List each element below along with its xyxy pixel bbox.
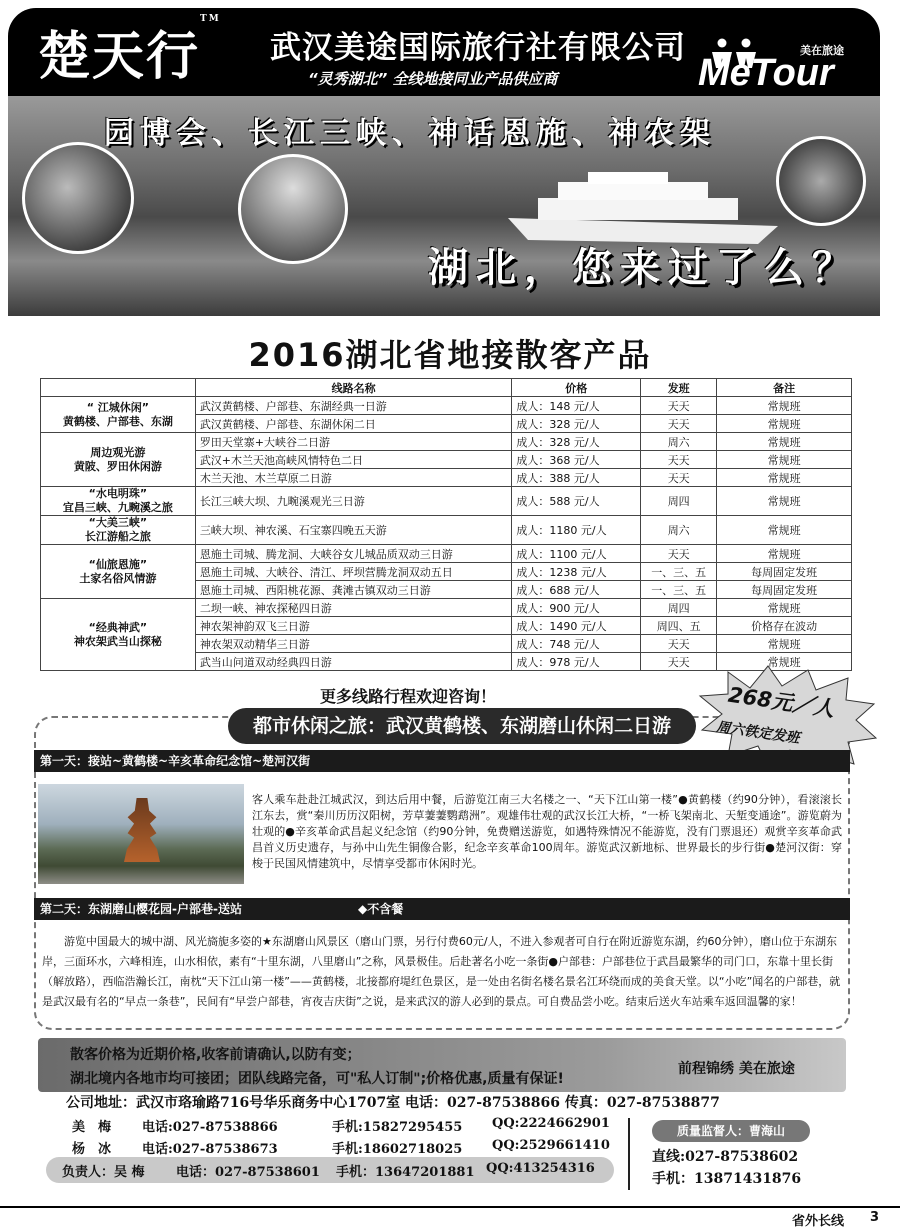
note-cell: 每周固定发班 [717, 563, 852, 581]
departure-cell: 一、三、五 [641, 563, 717, 581]
hero-banner [8, 96, 880, 316]
price-cell: 成人：328 元/人 [512, 433, 641, 451]
note-cell: 每周固定发班 [717, 581, 852, 599]
price-cell: 成人：978 元/人 [512, 653, 641, 671]
category-line: “仙旅恩施” [88, 557, 148, 571]
route-cell: 武汉+木兰天池高峡风情特色二日 [195, 451, 512, 469]
departure-cell: 周四、五 [641, 617, 717, 635]
note-cell: 常规班 [717, 545, 852, 563]
supervisor-mobile: 手机：13871431876 [652, 1171, 802, 1187]
price-cell: 成人：900 元/人 [512, 599, 641, 617]
category-line: 长江游船之旅 [84, 530, 151, 543]
contact-name: 杨 冰 [72, 1142, 112, 1157]
day2-title-bar: 第二天：东湖磨山樱花园-户部巷-送站 [34, 898, 850, 920]
departure-cell: 天天 [641, 653, 717, 671]
pagoda-shape [124, 798, 160, 862]
price-cell: 成人：368 元/人 [512, 451, 641, 469]
category-cell [41, 433, 196, 487]
manager-tel: 电话：027-87538601 [176, 1165, 320, 1180]
note-cell: 常规班 [717, 516, 852, 545]
departure-cell: 天天 [641, 469, 717, 487]
price-cell: 成人：748 元/人 [512, 635, 641, 653]
manager-mobile: 手机：13647201881 [336, 1165, 475, 1180]
footer-divider [0, 1206, 900, 1208]
departure-cell: 一、三、五 [641, 581, 717, 599]
more-routes-text: 更多线路行程欢迎咨询！ [320, 687, 497, 706]
featured-price: 268元／人 [726, 682, 836, 722]
contact-name: 美 梅 [72, 1120, 112, 1135]
table-row [41, 487, 852, 516]
note-cell: 常规班 [717, 599, 852, 617]
category-line: “经典神武” [88, 620, 148, 634]
category-line: 周边观光游 [90, 445, 146, 459]
day1-title-bar: 第一天：接站~黄鹤楼~辛亥革命纪念馆~楚河汉街 [34, 750, 850, 772]
route-cell: 武汉黄鹤楼、户部巷、东湖休闲二日 [195, 415, 512, 433]
mountain-photo-circle [776, 136, 866, 226]
notice-bar [38, 1038, 846, 1092]
company-slogan: “灵秀湖北” 全线地接同业产品供应商 [308, 70, 558, 88]
company-motto: 前程锦绣 美在旅途 [678, 1061, 795, 1077]
note-cell: 常规班 [717, 487, 852, 516]
note-cell: 常规班 [717, 653, 852, 671]
company-name: 武汉美途国际旅行社有限公司 [270, 30, 686, 66]
section-label: 省外长线 [792, 1214, 845, 1229]
route-cell: 武汉黄鹤楼、户部巷、东湖经典一日游 [195, 397, 512, 415]
category-cell [41, 397, 196, 433]
routes-table [40, 378, 852, 671]
price-cell: 成人：1238 元/人 [512, 563, 641, 581]
notice-line-1: 散客价格为近期价格,收客前请确认,以防有变； [70, 1047, 361, 1063]
departure-cell: 周六 [641, 433, 717, 451]
note-cell: 常规班 [717, 469, 852, 487]
departure-cell: 天天 [641, 451, 717, 469]
trademark-mark: TM [200, 14, 221, 24]
note-cell: 常规班 [717, 397, 852, 415]
category-line: “大美三峡” [88, 516, 148, 529]
departure-cell: 周四 [641, 487, 717, 516]
brand-tagline: 美在旅途 [800, 44, 844, 57]
category-line: “ 江城休闲” [86, 400, 150, 414]
contact-tel: 电话:027-87538866 [142, 1120, 278, 1135]
page-number: 3 [870, 1210, 880, 1225]
day2-description: 游览中国最大的城中湖、风光旖旎多姿的★东湖磨山风景区（磨山门票，另行付费60元/人，不进入参观者可自行在附近游览东湖，约60分钟），磨山位于东湖东岸，三面环水，六峰相连，山水相依，素有“十里东湖，八里磨山”之称，风景极佳。后赴著名小吃一条街●户部巷：户部巷位于武昌最繁华的司门口，东靠十里长街（解放路），西临浩瀚长江，南枕“天下江山第一楼”——黄鹤楼，北接都府堤红色景区，是一处由名街名楼名景名江环绕而成的美食天堂。以“小吃”闻名的户部巷，就是武汉最有名的“早点一条巷”，民间有“早尝户部巷，宵夜吉庆街”之说，是来武汉的游人必到的景点。可自费品尝小吃。结束后送火车站乘车返回温馨的家！ [42, 935, 841, 1008]
table-row [41, 397, 852, 415]
manager-qq: QQ:413254316 [486, 1161, 595, 1176]
header-note: 备注 [717, 379, 852, 397]
page-title: 2016湖北省地接散客产品 [248, 336, 652, 374]
route-cell: 二坝一峡、神农探秘四日游 [195, 599, 512, 617]
logo-text: 楚天行 [38, 26, 201, 87]
table-row [41, 516, 852, 545]
category-line: 宜昌三峡、九畹溪之旅 [62, 501, 173, 514]
category-cell [41, 516, 196, 545]
banner-destinations: 园博会、长江三峡、神话恩施、神农架 [104, 116, 716, 151]
category-line: 土家名俗风情游 [79, 571, 157, 585]
note-cell: 常规班 [717, 433, 852, 451]
brand-metour: MeTour [698, 52, 834, 94]
header-departure: 发班 [641, 379, 717, 397]
price-cell: 成人：148 元/人 [512, 397, 641, 415]
departure-cell: 天天 [641, 397, 717, 415]
departure-cell: 周六 [641, 516, 717, 545]
contact-tel: 电话:027-87538673 [142, 1142, 278, 1157]
table-row [41, 545, 852, 563]
price-cell: 成人：688 元/人 [512, 581, 641, 599]
note-cell: 价格存在波动 [717, 617, 852, 635]
meal-note: ◆不含餐 [358, 902, 404, 916]
category-line: 黄鹤楼、户部巷、东湖 [62, 414, 173, 428]
category-cell [41, 487, 196, 516]
price-cell: 成人：328 元/人 [512, 415, 641, 433]
scenery-photo-circle [22, 142, 134, 254]
category-line: 神农架武当山探秘 [73, 634, 162, 648]
note-cell: 常规班 [717, 415, 852, 433]
header-blank [41, 379, 196, 397]
departure-cell: 天天 [641, 415, 717, 433]
price-cell: 成人：388 元/人 [512, 469, 641, 487]
category-cell [41, 545, 196, 599]
header-bar [8, 8, 880, 96]
banner-slogan: 湖北，您来过了么？ [428, 244, 860, 291]
yellow-crane-tower-photo-day1 [38, 784, 244, 884]
featured-title: 都市休闲之旅：武汉黄鹤楼、东湖磨山休闲二日游 [228, 708, 696, 744]
route-cell: 长江三峡大坝、九畹溪观光三日游 [195, 487, 512, 516]
route-cell: 三峡大坝、神农溪、石宝寨四晚五天游 [195, 516, 512, 545]
departure-cell: 周四 [641, 599, 717, 617]
contact-qq: QQ:2224662901 [492, 1116, 610, 1131]
route-cell: 恩施土司城、大峡谷、清江、坪坝营腾龙洞双动五日 [195, 563, 512, 581]
route-cell: 木兰天池、木兰草原二日游 [195, 469, 512, 487]
route-cell: 武当山问道双动经典四日游 [195, 653, 512, 671]
featured-departure: 周六铁定发班 [715, 719, 801, 747]
manager-name: 负责人：吴 梅 [62, 1165, 145, 1180]
supervisor-direct-line: 直线:027-87538602 [652, 1149, 799, 1165]
header-route: 线路名称 [195, 379, 512, 397]
price-cell: 成人：1180 元/人 [512, 516, 641, 545]
route-cell: 神农架双动精华三日游 [195, 635, 512, 653]
price-cell: 成人：588 元/人 [512, 487, 641, 516]
table-row [41, 599, 852, 617]
category-line: 黄陂、罗田休闲游 [73, 459, 162, 473]
route-cell: 恩施土司城、腾龙洞、大峡谷女儿城品质双动三日游 [195, 545, 512, 563]
routes-body [41, 397, 852, 671]
manager-bar [46, 1157, 614, 1183]
table-row [41, 433, 852, 451]
table-header-row [41, 379, 852, 397]
category-cell [41, 599, 196, 671]
company-address: 公司地址：武汉市珞瑜路716号华乐商务中心1707室 电话：027-87538866 传真：027-87538877 [66, 1095, 720, 1111]
price-cell: 成人：1100 元/人 [512, 545, 641, 563]
quality-supervisor-badge: 质量监督人：曹海山 [652, 1120, 810, 1142]
yellow-crane-tower-photo [238, 154, 348, 264]
day1-description: 客人乘车赴赴江城武汉，到达后用中餐，后游览江南三大名楼之一、“天下江山第一楼”●黄鹤楼（约90分钟），看滚滚长江东去，赏“秦川历历汉阳树，芳草萋萋鹦鹉洲”。观雄伟壮观的武汉长江大桥，“一桥飞架南北、天堑变通途”。游览蔚为壮观的●辛亥革命武昌起义纪念馆（约90分钟，免费赠送游览，如遇特殊情况不能游览，没有门票退还）观赏辛亥革命武昌首义历史遗存，与孙中山先生铜像合影，纪念辛亥革命100周年。游览武汉新地标、世界最长的步行街●楚河汉街：穿梭于民国风情建筑中，尽情享受都市休闲时光。 [252, 793, 842, 870]
departure-cell: 天天 [641, 545, 717, 563]
route-cell: 神农架神韵双飞三日游 [195, 617, 512, 635]
brand-logo-chutianxing [38, 14, 221, 89]
contact-qq: QQ:2529661410 [492, 1138, 610, 1153]
route-cell: 罗田天堂寨+大峡谷二日游 [195, 433, 512, 451]
contact-mobile: 手机:15827295455 [332, 1120, 463, 1135]
contact-mobile: 手机:18602718025 [332, 1142, 463, 1157]
route-cell: 恩施土司城、西阳桃花源、龚滩古镇双动三日游 [195, 581, 512, 599]
category-line: “水电明珠” [88, 487, 148, 500]
divider-line [628, 1118, 630, 1190]
note-cell: 常规班 [717, 451, 852, 469]
header-price: 价格 [512, 379, 641, 397]
note-cell: 常规班 [717, 635, 852, 653]
cruise-ship-illustration [508, 168, 778, 244]
notice-line-2: 湖北境内各地市均可接团；团队线路完备，可"私人订制";价格优惠,质量有保证! [70, 1071, 564, 1087]
departure-cell: 天天 [641, 635, 717, 653]
price-cell: 成人：1490 元/人 [512, 617, 641, 635]
